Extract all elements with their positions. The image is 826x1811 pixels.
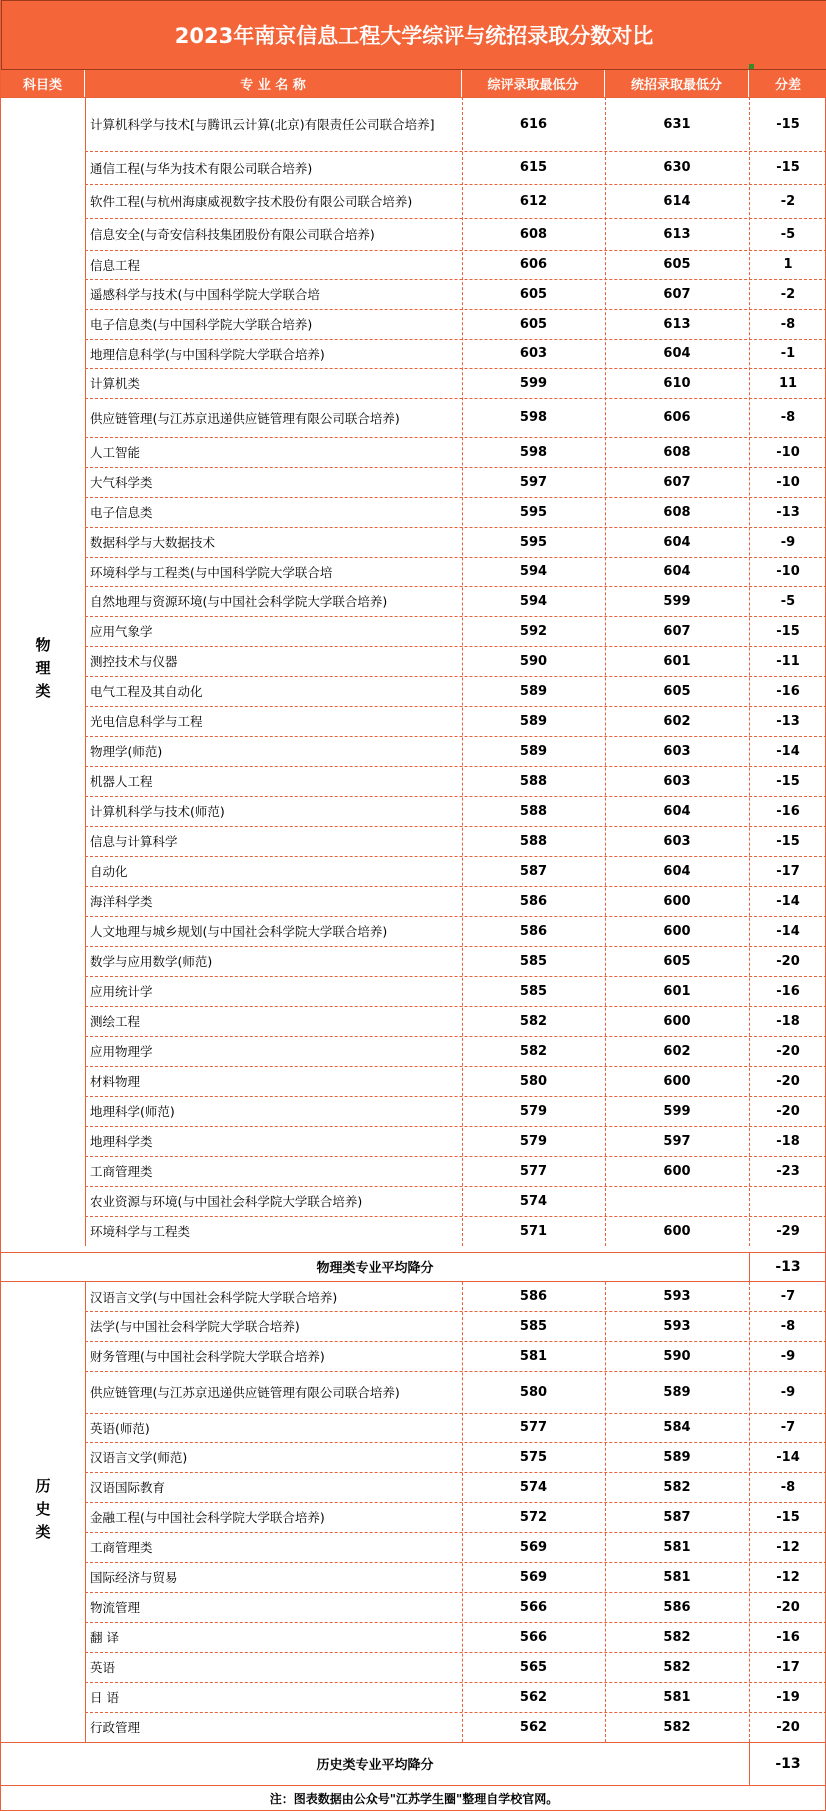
history-row-difference: -19 (776, 1689, 800, 1705)
physics-row-difference: 1 (783, 257, 793, 272)
history-row-major: 英语 (90, 1660, 116, 1675)
physics-row-difference: -15 (776, 773, 800, 789)
history-average-label: 历史类专业平均降分 (316, 1758, 434, 1773)
physics-row-major: 材料物理 (90, 1074, 141, 1089)
history-row-difference: -17 (776, 1659, 800, 1675)
physics-row-comprehensive-score: 592 (519, 623, 548, 639)
history-row-difference: -7 (780, 1289, 796, 1304)
physics-row-unified-score (605, 1186, 749, 1216)
physics-category-label: 物理类 (33, 637, 52, 706)
physics-row-comprehensive-score: 595 (519, 534, 548, 550)
history-row-unified-score: 581 (663, 1539, 691, 1555)
history-row-comprehensive-score: 566 (519, 1599, 548, 1615)
header-comprehensive-score: 综评录取最低分 (462, 70, 605, 97)
physics-row-major: 人工智能 (90, 445, 141, 460)
physics-row-comprehensive-score: 605 (519, 316, 548, 332)
history-row-unified-score: 593 (663, 1289, 691, 1304)
physics-row-unified-score: 604 (663, 534, 691, 550)
physics-row-comprehensive-score: 589 (519, 713, 548, 729)
physics-row-major: 物理学(师范) (90, 744, 163, 759)
history-row-difference: -7 (780, 1420, 796, 1435)
physics-row-difference (749, 1186, 826, 1216)
physics-row-unified-score: 597 (663, 1133, 691, 1149)
physics-row-major: 计算机科学与技术[与腾讯云计算(北京)有限责任公司联合培养] (90, 117, 435, 132)
physics-row-comprehensive-score: 616 (519, 116, 548, 132)
physics-row-major: 电气工程及其自动化 (90, 684, 203, 699)
physics-row-comprehensive-score: 597 (519, 474, 548, 490)
physics-row-difference: -2 (780, 193, 796, 209)
physics-row-difference: -9 (780, 534, 796, 550)
history-row-major: 金融工程(与中国社会科学院大学联合培养) (90, 1510, 325, 1525)
physics-row-comprehensive-score: 574 (519, 1193, 548, 1209)
physics-row-difference: -18 (776, 1133, 800, 1149)
physics-row-major: 地理科学类 (90, 1134, 153, 1149)
physics-row-comprehensive-score: 580 (519, 1073, 548, 1089)
history-row-unified-score: 582 (663, 1659, 691, 1675)
history-row-unified-score: 593 (663, 1318, 691, 1334)
physics-row-difference: -20 (776, 1073, 800, 1089)
physics-row-comprehensive-score: 588 (519, 773, 548, 789)
physics-row-comprehensive-score: 598 (519, 410, 548, 425)
physics-row-unified-score: 605 (663, 953, 691, 969)
physics-row-unified-score: 600 (663, 1223, 691, 1239)
physics-row-unified-score: 607 (663, 623, 691, 639)
physics-row-comprehensive-score: 594 (519, 593, 548, 609)
physics-row-major: 工商管理类 (90, 1164, 153, 1179)
physics-row-comprehensive-score: 608 (519, 226, 548, 242)
physics-row-difference: 11 (778, 375, 798, 391)
physics-row-unified-score: 603 (663, 833, 691, 849)
physics-row-difference: -15 (776, 160, 800, 175)
physics-column-divider (85, 97, 86, 1246)
physics-row-major: 数据科学与大数据技术 (90, 535, 216, 550)
history-row-difference: -12 (776, 1539, 800, 1555)
history-row-comprehensive-score: 569 (519, 1569, 548, 1585)
history-row-difference: -20 (776, 1719, 800, 1735)
history-row-comprehensive-score: 565 (519, 1659, 548, 1675)
physics-row-comprehensive-score: 579 (519, 1103, 548, 1119)
history-row-comprehensive-score: 562 (519, 1719, 548, 1735)
physics-row-comprehensive-score: 599 (519, 375, 548, 391)
physics-row-major: 信息与计算科学 (90, 834, 178, 849)
physics-row-difference: -15 (776, 116, 800, 132)
physics-row-major: 计算机类 (90, 376, 141, 391)
history-row-major: 财务管理(与中国社会科学院大学联合培养) (90, 1349, 325, 1364)
history-row-comprehensive-score: 580 (519, 1384, 548, 1400)
score-table (1, 0, 826, 1811)
physics-row-difference: -10 (776, 564, 800, 579)
physics-row-comprehensive-score: 606 (519, 257, 548, 272)
physics-row-difference: -15 (776, 623, 800, 639)
history-row-unified-score: 582 (663, 1479, 691, 1495)
physics-row-difference: -17 (776, 863, 800, 879)
physics-row-difference: -29 (776, 1223, 800, 1239)
history-row-comprehensive-score: 581 (519, 1348, 548, 1364)
physics-row-unified-score: 599 (663, 1103, 691, 1119)
history-row-difference: -14 (776, 1449, 800, 1465)
physics-row-unified-score: 605 (663, 683, 691, 699)
history-row-difference: -16 (776, 1629, 800, 1645)
physics-row-comprehensive-score: 582 (519, 1043, 548, 1059)
physics-row-unified-score: 602 (663, 713, 691, 729)
history-row-difference: -8 (780, 1479, 796, 1495)
physics-row-major: 电子信息类 (90, 505, 153, 520)
physics-average-column-divider (749, 1252, 750, 1281)
physics-row-unified-score: 601 (663, 983, 691, 999)
physics-row-difference: -8 (780, 316, 796, 332)
physics-row-comprehensive-score: 579 (519, 1133, 548, 1149)
physics-row-major: 信息安全(与奇安信科技集团股份有限公司联合培养) (90, 227, 375, 242)
history-row-difference: -8 (780, 1318, 796, 1334)
physics-row-unified-score: 600 (663, 1073, 691, 1089)
physics-row-difference: -15 (776, 833, 800, 849)
physics-row-major: 自然地理与资源环境(与中国社会科学院大学联合培养) (90, 594, 388, 609)
physics-row-unified-score: 604 (663, 346, 691, 361)
history-row-comprehensive-score: 586 (519, 1289, 548, 1304)
physics-row-major: 机器人工程 (90, 774, 153, 789)
physics-row-major: 人文地理与城乡规划(与中国社会科学院大学联合培养) (90, 924, 388, 939)
physics-row-major: 数学与应用数学(师范) (90, 954, 213, 969)
history-row-comprehensive-score: 585 (519, 1318, 548, 1334)
physics-row-major: 应用统计学 (90, 984, 153, 999)
physics-row-unified-score: 603 (663, 743, 691, 759)
physics-row-unified-score: 599 (663, 593, 691, 609)
physics-row-unified-score: 604 (663, 564, 691, 579)
physics-row-unified-score: 614 (663, 193, 691, 209)
history-row-unified-score: 582 (663, 1719, 691, 1735)
physics-average-value: -13 (775, 1258, 801, 1275)
physics-row-comprehensive-score: 615 (519, 160, 548, 175)
physics-row-comprehensive-score: 582 (519, 1013, 548, 1029)
physics-row-difference: -14 (776, 893, 800, 909)
physics-row-unified-score: 604 (663, 863, 691, 879)
physics-row-comprehensive-score: 588 (519, 833, 548, 849)
physics-row-unified-score: 607 (663, 286, 691, 302)
physics-row-major: 通信工程(与华为技术有限公司联合培养) (90, 160, 313, 176)
history-row-difference: -9 (780, 1384, 796, 1400)
history-row-unified-score: 589 (663, 1449, 691, 1465)
physics-row-unified-score: 608 (663, 444, 691, 460)
header-major: 专 业 名 称 (85, 70, 462, 97)
physics-row-unified-score: 602 (663, 1043, 691, 1059)
physics-row-major: 遥感科学与技术(与中国科学院大学联合培 (90, 287, 320, 302)
physics-row-difference: -23 (776, 1163, 800, 1179)
physics-row-unified-score: 600 (663, 1163, 691, 1179)
physics-row-major: 海洋科学类 (90, 894, 153, 909)
physics-row-unified-score: 613 (663, 226, 691, 242)
physics-row-unified-score: 606 (663, 410, 691, 425)
history-average-column-divider (749, 1742, 750, 1785)
physics-column-divider (462, 97, 463, 1246)
physics-row-difference: -20 (776, 1043, 800, 1059)
physics-row-comprehensive-score: 585 (519, 983, 548, 999)
physics-row-comprehensive-score: 595 (519, 504, 548, 520)
physics-row-major: 环境科学与工程类 (90, 1224, 191, 1239)
history-row-unified-score: 590 (663, 1348, 691, 1364)
history-row-difference: -12 (776, 1569, 800, 1585)
history-row-unified-score: 587 (663, 1509, 691, 1525)
physics-row-unified-score: 604 (663, 803, 691, 819)
header-difference: 分差 (749, 70, 826, 97)
physics-row-comprehensive-score: 603 (519, 346, 548, 361)
history-row-major: 英语(师范) (90, 1420, 150, 1436)
physics-row-comprehensive-score: 605 (519, 286, 548, 302)
physics-row-comprehensive-score: 589 (519, 683, 548, 699)
physics-row-major: 环境科学与工程类(与中国科学院大学联合培 (90, 564, 333, 580)
physics-row-major: 大气科学类 (90, 475, 153, 490)
history-row-major: 物流管理 (90, 1600, 141, 1615)
physics-row-major: 光电信息科学与工程 (90, 714, 203, 729)
history-column-divider (85, 1282, 86, 1742)
physics-row-major: 供应链管理(与江苏京迅递供应链管理有限公司联合培养) (90, 410, 400, 426)
physics-row-major: 农业资源与环境(与中国社会科学院大学联合培养) (90, 1194, 363, 1209)
physics-row-difference: -10 (776, 444, 800, 460)
physics-row-comprehensive-score: 590 (519, 653, 548, 669)
history-row-unified-score: 586 (663, 1599, 691, 1615)
physics-row-difference: -14 (776, 743, 800, 759)
history-row-comprehensive-score: 577 (519, 1420, 548, 1435)
history-row-major: 国际经济与贸易 (90, 1570, 178, 1585)
physics-row-major: 测绘工程 (90, 1014, 141, 1029)
physics-average-label: 物理类专业平均降分 (316, 1261, 434, 1276)
physics-row-comprehensive-score: 586 (519, 893, 548, 909)
history-row-major: 供应链管理(与江苏京迅递供应链管理有限公司联合培养) (90, 1385, 400, 1400)
physics-row-difference: -20 (776, 1103, 800, 1119)
physics-row-major: 地理信息科学(与中国科学院大学联合培养) (90, 346, 325, 362)
history-row-major: 行政管理 (90, 1720, 141, 1735)
physics-row-difference: -16 (776, 803, 800, 819)
history-column-divider (462, 1282, 463, 1742)
history-row-comprehensive-score: 575 (519, 1449, 548, 1465)
physics-row-comprehensive-score: 612 (519, 193, 548, 209)
history-row-major: 汉语国际教育 (90, 1480, 166, 1495)
physics-row-unified-score: 601 (663, 653, 691, 669)
physics-row-difference: -1 (780, 346, 796, 361)
physics-row-comprehensive-score: 577 (519, 1163, 548, 1179)
history-row-comprehensive-score: 574 (519, 1479, 548, 1495)
history-row-major: 法学(与中国社会科学院大学联合培养) (90, 1319, 300, 1334)
physics-row-difference: -16 (776, 683, 800, 699)
physics-row-difference: -2 (780, 286, 796, 302)
source-note: 注：图表数据由公众号"江苏学生圈"整理自学校官网。 (269, 1791, 559, 1806)
physics-row-comprehensive-score: 585 (519, 953, 548, 969)
page-title: 2023年南京信息工程大学综评与统招录取分数对比 (1, 0, 826, 70)
physics-row-unified-score: 610 (663, 375, 691, 391)
physics-row-major: 应用气象学 (90, 624, 153, 639)
physics-row-difference: -5 (780, 593, 796, 609)
history-row-major: 汉语言文学(与中国社会科学院大学联合培养) (90, 1289, 338, 1305)
physics-row-difference: -13 (776, 504, 800, 520)
history-row-unified-score: 584 (663, 1420, 691, 1435)
history-row-major: 日 语 (90, 1690, 119, 1705)
header-unified-score: 统招录取最低分 (605, 70, 749, 97)
physics-row-major: 应用物理学 (90, 1044, 153, 1059)
physics-row-difference: -14 (776, 923, 800, 939)
physics-row-difference: -10 (776, 474, 800, 490)
physics-column-divider (605, 97, 606, 1246)
physics-row-major: 信息工程 (90, 257, 141, 273)
physics-row-unified-score: 631 (663, 116, 691, 132)
physics-row-comprehensive-score: 586 (519, 923, 548, 939)
history-row-unified-score: 589 (663, 1384, 691, 1400)
physics-row-major: 软件工程(与杭州海康威视数字技术股份有限公司联合培养) (90, 194, 413, 209)
physics-row-unified-score: 630 (663, 160, 691, 175)
history-row-major: 汉语言文学(师范) (90, 1450, 188, 1465)
history-column-divider (605, 1282, 606, 1742)
history-column-divider (749, 1282, 750, 1742)
physics-row-comprehensive-score: 598 (519, 444, 548, 460)
history-category-label: 历史类 (33, 1477, 52, 1547)
history-row-major: 工商管理类 (90, 1540, 153, 1555)
physics-row-unified-score: 605 (663, 257, 691, 272)
history-row-difference: -9 (780, 1348, 796, 1364)
physics-row-difference: -5 (780, 226, 796, 242)
header-category: 科目类 (1, 70, 85, 97)
history-row-comprehensive-score: 572 (519, 1509, 548, 1525)
physics-row-major: 计算机科学与技术(师范) (90, 804, 225, 819)
history-row-major: 翻 译 (90, 1630, 119, 1645)
physics-row-comprehensive-score: 587 (519, 863, 548, 879)
physics-row-difference: -8 (780, 410, 796, 425)
physics-row-major: 电子信息类(与中国科学院大学联合培养) (90, 317, 313, 332)
physics-row-comprehensive-score: 589 (519, 743, 548, 759)
physics-row-unified-score: 600 (663, 1013, 691, 1029)
physics-row-unified-score: 600 (663, 923, 691, 939)
physics-row-difference: -13 (776, 713, 800, 729)
history-row-unified-score: 582 (663, 1629, 691, 1645)
physics-row-unified-score: 607 (663, 474, 691, 490)
history-row-comprehensive-score: 566 (519, 1629, 548, 1645)
physics-row-unified-score: 600 (663, 893, 691, 909)
history-average-value: -13 (775, 1755, 801, 1772)
history-row-difference: -15 (776, 1509, 800, 1525)
cell-marker-icon (749, 64, 754, 69)
physics-row-comprehensive-score: 594 (519, 564, 548, 579)
physics-row-major: 地理科学(师范) (90, 1104, 175, 1119)
physics-row-comprehensive-score: 571 (519, 1223, 548, 1239)
physics-row-unified-score: 603 (663, 773, 691, 789)
history-row-comprehensive-score: 569 (519, 1539, 548, 1555)
history-row-difference: -20 (776, 1599, 800, 1615)
history-row-unified-score: 581 (663, 1569, 691, 1585)
history-row-comprehensive-score: 562 (519, 1689, 548, 1705)
physics-row-major: 自动化 (90, 864, 128, 879)
physics-row-comprehensive-score: 588 (519, 803, 548, 819)
history-row-unified-score: 581 (663, 1689, 691, 1705)
physics-row-unified-score: 608 (663, 504, 691, 520)
physics-column-divider (749, 97, 750, 1246)
physics-row-difference: -20 (776, 953, 800, 969)
physics-row-difference: -16 (776, 983, 800, 999)
physics-row-unified-score: 613 (663, 316, 691, 332)
physics-row-difference: -11 (776, 653, 800, 669)
physics-row-difference: -18 (776, 1013, 800, 1029)
physics-row-major: 测控技术与仪器 (90, 654, 178, 669)
